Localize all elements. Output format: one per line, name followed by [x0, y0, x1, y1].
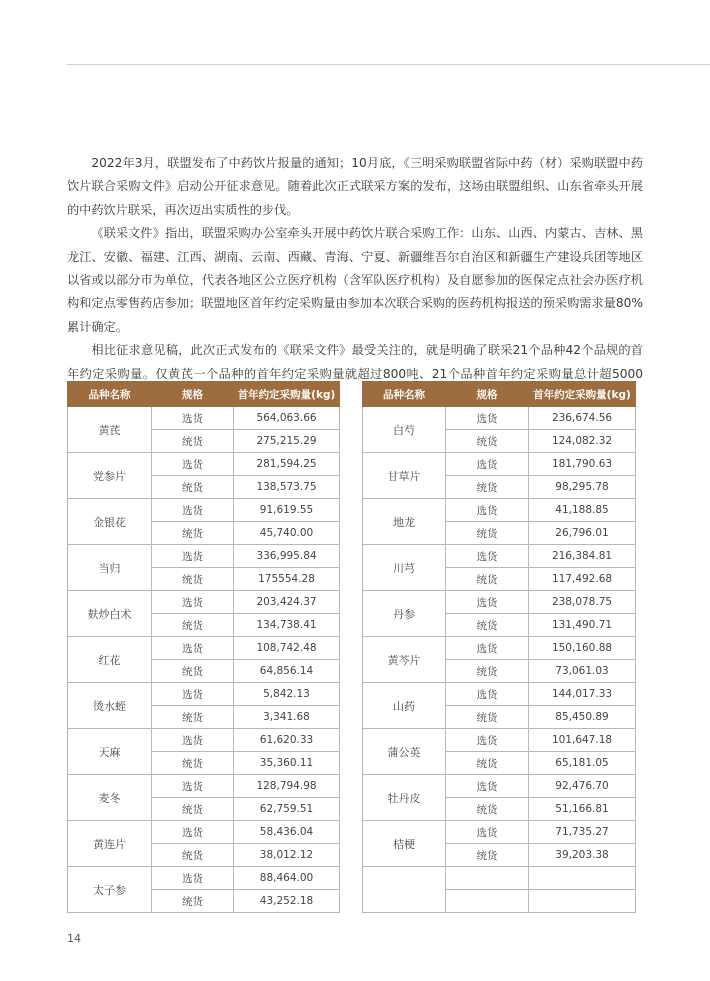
spec-cell: 选货: [152, 453, 234, 476]
variety-name-cell: 天麻: [68, 729, 152, 775]
spec-cell: 选货: [446, 775, 529, 798]
header-spec: 规格: [446, 382, 529, 407]
variety-name-cell: 蒲公英: [363, 729, 446, 775]
quantity-cell: 35,360.11: [234, 752, 340, 775]
spec-cell: 选货: [446, 683, 529, 706]
quantity-cell: 131,490.71: [529, 614, 636, 637]
top-divider: [67, 64, 710, 65]
quantity-cell: 275,215.29: [234, 430, 340, 453]
spec-cell: 统货: [152, 476, 234, 499]
spec-cell: 选货: [446, 637, 529, 660]
spec-cell: [446, 890, 529, 913]
quantity-cell: 26,796.01: [529, 522, 636, 545]
spec-cell: 统货: [446, 614, 529, 637]
variety-name-cell: 黄芪: [68, 407, 152, 453]
paragraph: 《联采文件》指出，联盟采购办公室牵头开展中药饮片联合采购工作：山东、山西、内蒙古、吉林、黑龙江、安徽、福建、江西、湖南、云南、西藏、青海、宁夏、新疆维吾尔自治区和新疆生产建设兵团等地区以省或以部分市为单位，代表各地区公立医疗机构（含军队医疗机构）及自愿参加的医保定点社会办医疗机构和定点零售药店参加；联盟地区首年约定采购量由参加本次联合采购的医药机构报送的预采购需求量80%累计确定。: [67, 226, 643, 334]
quantity-cell: 175554.28: [234, 568, 340, 591]
variety-name-cell: [363, 867, 446, 913]
variety-name-cell: 牡丹皮: [363, 775, 446, 821]
variety-name-cell: 桔梗: [363, 821, 446, 867]
spec-cell: 选货: [152, 545, 234, 568]
table-row: [68, 775, 340, 798]
quantity-cell: 71,735.27: [529, 821, 636, 844]
spec-cell: 统货: [152, 752, 234, 775]
spec-cell: 选货: [446, 591, 529, 614]
spec-cell: 统货: [152, 614, 234, 637]
quantity-cell: [529, 890, 636, 913]
spec-cell: 选货: [152, 821, 234, 844]
quantity-cell: 124,082.32: [529, 430, 636, 453]
quantity-cell: 128,794.98: [234, 775, 340, 798]
spec-cell: 选货: [446, 545, 529, 568]
table-row: [363, 683, 636, 706]
quantity-cell: 564,063.66: [234, 407, 340, 430]
quantity-cell: 108,742.48: [234, 637, 340, 660]
table-row: [68, 729, 340, 752]
variety-name-cell: 红花: [68, 637, 152, 683]
quantity-cell: 138,573.75: [234, 476, 340, 499]
quantity-cell: 150,160.88: [529, 637, 636, 660]
table-row: [363, 591, 636, 614]
paragraph: 2022年3月，联盟发布了中药饮片报量的通知；10月底，《三明采购联盟省际中药（材）采购联盟中药饮片联合采购文件》启动公开征求意见。随着此次正式联采方案的发布，这场由联盟组织、山东省牵头开展的中药饮片联采，再次迈出实质性的步伐。: [67, 156, 643, 217]
spec-cell: 选货: [152, 407, 234, 430]
variety-name-cell: 金银花: [68, 499, 152, 545]
table-row: [363, 867, 636, 890]
table-row: [363, 545, 636, 568]
variety-name-cell: 麦冬: [68, 775, 152, 821]
table-row: [68, 821, 340, 844]
quantity-cell: 91,619.55: [234, 499, 340, 522]
variety-name-cell: 丹参: [363, 591, 446, 637]
table-row: [363, 775, 636, 798]
article-body: [67, 152, 643, 409]
quantity-cell: 45,740.00: [234, 522, 340, 545]
table-row: [68, 637, 340, 660]
table-row: [68, 867, 340, 890]
quantity-cell: 3,341.68: [234, 706, 340, 729]
header-spec: 规格: [152, 382, 234, 407]
quantity-cell: 181,790.63: [529, 453, 636, 476]
spec-cell: 选货: [446, 499, 529, 522]
spec-cell: 统货: [446, 476, 529, 499]
procurement-table-left: [67, 381, 340, 913]
quantity-cell: 39,203.38: [529, 844, 636, 867]
variety-name-cell: 党参片: [68, 453, 152, 499]
table-row: [363, 729, 636, 752]
quantity-cell: 117,492.68: [529, 568, 636, 591]
spec-cell: 选货: [152, 591, 234, 614]
variety-name-cell: 烫水蛭: [68, 683, 152, 729]
spec-cell: 选货: [152, 867, 234, 890]
table-row: [363, 453, 636, 476]
table-row: [363, 821, 636, 844]
spec-cell: 选货: [446, 453, 529, 476]
header-quantity: 首年约定采购量(kg): [529, 382, 636, 407]
procurement-table-right: [362, 381, 636, 913]
quantity-cell: 88,464.00: [234, 867, 340, 890]
variety-name-cell: 黄芩片: [363, 637, 446, 683]
table-row: [363, 637, 636, 660]
table-row: [68, 683, 340, 706]
quantity-cell: 134,738.41: [234, 614, 340, 637]
quantity-cell: 41,188.85: [529, 499, 636, 522]
variety-name-cell: 黄连片: [68, 821, 152, 867]
variety-name-cell: 甘草片: [363, 453, 446, 499]
table-row: [68, 591, 340, 614]
table-body: [363, 407, 636, 913]
header-variety: 品种名称: [363, 382, 446, 407]
spec-cell: 统货: [152, 890, 234, 913]
variety-name-cell: 太子参: [68, 867, 152, 913]
quantity-cell: 144,017.33: [529, 683, 636, 706]
spec-cell: 统货: [446, 844, 529, 867]
table-row: [68, 499, 340, 522]
spec-cell: 统货: [152, 844, 234, 867]
spec-cell: 选货: [152, 729, 234, 752]
table-body: [68, 407, 340, 913]
variety-name-cell: 川芎: [363, 545, 446, 591]
variety-name-cell: 当归: [68, 545, 152, 591]
quantity-cell: 92,476.70: [529, 775, 636, 798]
variety-name-cell: 麸炒白术: [68, 591, 152, 637]
spec-cell: 选货: [152, 683, 234, 706]
quantity-cell: 65,181.05: [529, 752, 636, 775]
page-number: 14: [67, 932, 81, 945]
quantity-cell: 216,384.81: [529, 545, 636, 568]
quantity-cell: 101,647.18: [529, 729, 636, 752]
table-header-row: [363, 382, 636, 407]
paragraph: 相比征求意见稿，此次正式发布的《联采文件》最受关注的，就是明确了联采21个品种42个品规的首年约定采购量。仅黄芪一个品种的首年约定采购量就超过800吨、21个品种首年约定采购量总计超5000: [67, 343, 643, 381]
quantity-cell: 5,842.13: [234, 683, 340, 706]
spec-cell: 统货: [446, 706, 529, 729]
spec-cell: 选货: [446, 821, 529, 844]
spec-cell: 统货: [446, 430, 529, 453]
spec-cell: 统货: [152, 798, 234, 821]
quantity-cell: 281,594.25: [234, 453, 340, 476]
quantity-cell: 336,995.84: [234, 545, 340, 568]
spec-cell: 选货: [446, 407, 529, 430]
spec-cell: 统货: [446, 568, 529, 591]
spec-cell: [446, 867, 529, 890]
spec-cell: 选货: [446, 729, 529, 752]
spec-cell: 统货: [446, 752, 529, 775]
spec-cell: 统货: [152, 660, 234, 683]
spec-cell: 选货: [152, 637, 234, 660]
quantity-cell: 236,674.56: [529, 407, 636, 430]
table-row: [68, 407, 340, 430]
spec-cell: 统货: [152, 522, 234, 545]
variety-name-cell: 山药: [363, 683, 446, 729]
quantity-cell: 85,450.89: [529, 706, 636, 729]
header-variety: 品种名称: [68, 382, 152, 407]
table-row: [68, 545, 340, 568]
quantity-cell: 238,078.75: [529, 591, 636, 614]
variety-name-cell: 白芍: [363, 407, 446, 453]
spec-cell: 选货: [152, 499, 234, 522]
spec-cell: 统货: [152, 706, 234, 729]
quantity-cell: 64,856.14: [234, 660, 340, 683]
quantity-cell: 38,012.12: [234, 844, 340, 867]
table-header-row: [68, 382, 340, 407]
quantity-cell: [529, 867, 636, 890]
quantity-cell: 51,166.81: [529, 798, 636, 821]
quantity-cell: 203,424.37: [234, 591, 340, 614]
spec-cell: 统货: [152, 430, 234, 453]
spec-cell: 统货: [446, 798, 529, 821]
spec-cell: 统货: [446, 660, 529, 683]
quantity-cell: 58,436.04: [234, 821, 340, 844]
table-row: [363, 407, 636, 430]
quantity-cell: 98,295.78: [529, 476, 636, 499]
quantity-cell: 61,620.33: [234, 729, 340, 752]
table-row: [68, 453, 340, 476]
header-quantity: 首年约定采购量(kg): [234, 382, 340, 407]
table-row: [363, 499, 636, 522]
quantity-cell: 73,061.03: [529, 660, 636, 683]
quantity-cell: 62,759.51: [234, 798, 340, 821]
spec-cell: 选货: [152, 775, 234, 798]
quantity-cell: 43,252.18: [234, 890, 340, 913]
spec-cell: 统货: [152, 568, 234, 591]
variety-name-cell: 地龙: [363, 499, 446, 545]
spec-cell: 统货: [446, 522, 529, 545]
